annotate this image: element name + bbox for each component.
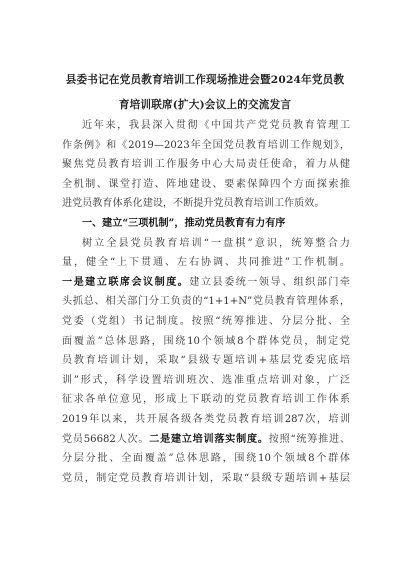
title-line-1: 县委书记在党员教育培训工作现场推进会暨2024年党员教 bbox=[65, 74, 345, 86]
section-heading-1: 一、建立“三项机制”，推动党员教育有力有序 bbox=[82, 217, 286, 229]
point-one-label: 一是建立联席会议制度。 bbox=[62, 276, 190, 288]
p2-line-11-text: 按照“统筹推进、 bbox=[268, 433, 350, 445]
p2-line-4: 头抓总、相关部门分工负责的“1+1+N”党员教育管理体系， bbox=[62, 296, 350, 308]
intro-line-3: 聚焦党员教育培训工作服务中心大局责任使命，着力从健 bbox=[62, 159, 350, 171]
title-line-2: 育培训联席(扩大)会议上的交流发言 bbox=[118, 99, 292, 111]
p2-line-2: 量，健全“上下贯通、左右协调、共同推进”工作机制。 bbox=[62, 257, 350, 269]
p2-line-8: 训”形式，科学设置培训班次、选准重点培训对象，广泛 bbox=[62, 374, 350, 386]
p2-line-5: 党委（党组）书记制度。按照“统筹推进、分层分批、全 bbox=[62, 315, 350, 327]
p2-line-1: 树立全县党员教育培训“一盘棋”意识，统筹整合力 bbox=[82, 237, 350, 249]
intro-line-4: 全机制、课堂打造、阵地建设、要素保障四个方面探索推 bbox=[62, 178, 350, 190]
p2-line-10: 2019年以来，共开展各级各类党员教育培训287次，培训 bbox=[62, 413, 350, 425]
p2-line-11 bbox=[62, 430, 350, 450]
p2-line-3-text: 建立县委统一领导、组织部门牵 bbox=[189, 276, 351, 288]
p2-line-12: 分层分批、全面覆盖”总体思路，围绕10个领域8个群体 bbox=[62, 453, 350, 465]
p2-line-11-pre: 党员56682人次。 bbox=[62, 433, 150, 445]
p2-line-7: 员教育培训计划，采取“县级专题培训+基层党委宪底培 bbox=[62, 355, 350, 367]
intro-line-1: 近年来，我县深入贯彻《中国共产党党员教育管理工 bbox=[82, 120, 350, 131]
point-two-label: 二是建立培训落实制度。 bbox=[149, 433, 269, 445]
p2-line-3 bbox=[62, 273, 350, 293]
intro-line-5: 进党员教育体系化建设，不断提升党员教育培训工作质效。 bbox=[62, 198, 325, 210]
document-body bbox=[62, 116, 350, 488]
p2-line-9: 征求各单位意见，形成上下联动的党员教育培训工作体系 bbox=[62, 394, 350, 406]
p2-line-6: 面覆盖”总体思路，围绕10个领域8个群体党员，制定党 bbox=[62, 335, 350, 347]
document-title bbox=[55, 68, 355, 118]
intro-line-2: 作条例》和《2019—2023年全国党员教育培训工作规划》， bbox=[62, 139, 350, 151]
p2-line-13: 党员，制定党员教育培训计划，采取“县级专题培训+基层 bbox=[62, 472, 350, 484]
